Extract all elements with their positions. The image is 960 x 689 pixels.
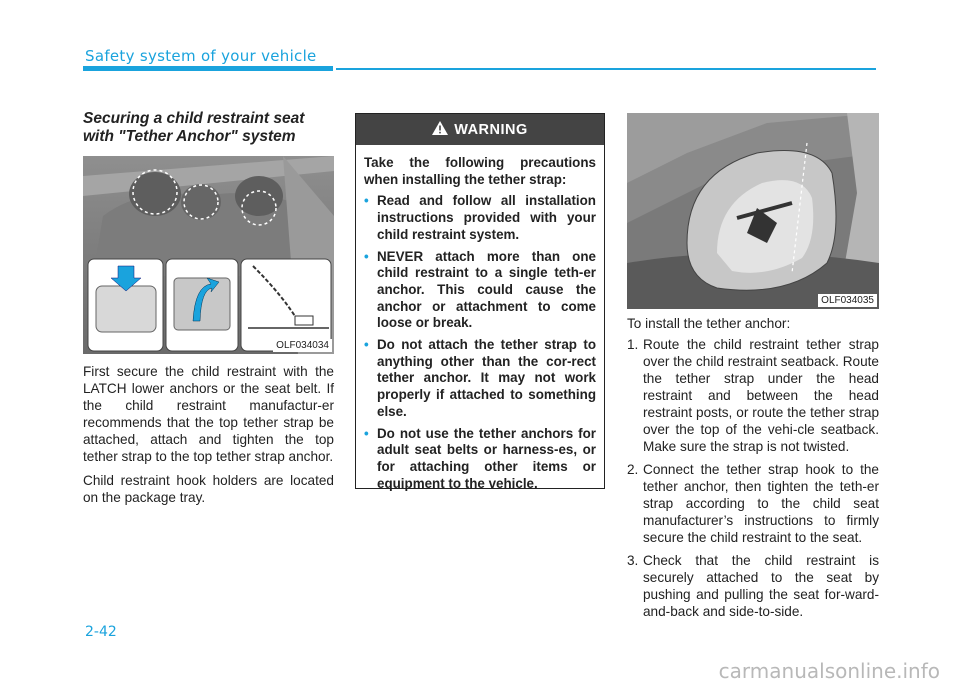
warning-item: • NEVER attach more than one child restraint to a single teth-er anchor. This could cause the anchor or attachment to come loose or break. bbox=[364, 248, 596, 331]
paragraph: Child restraint hook holders are located on the package tray. bbox=[83, 473, 334, 505]
warning-item: • Do not attach the tether strap to anything other than the cor-rect tether anchor. It may not work properly if attached to something else. bbox=[364, 337, 596, 419]
child-seat-illustration bbox=[627, 113, 879, 309]
paragraph: First secure the child restraint with the LATCH lower anchors or the seat belt. If the child restraint manufactur-er recommends that the top tether strap be attached, attach and tighten the top tether strap to the top tether strap anchor. bbox=[83, 364, 334, 464]
header-rule-thin bbox=[336, 68, 876, 70]
bullet-icon: • bbox=[364, 337, 369, 353]
figure-label: OLF034035 bbox=[818, 294, 877, 307]
warning-list bbox=[364, 193, 596, 492]
section-title: Safety system of your vehicle bbox=[85, 47, 317, 65]
bullet-icon: • bbox=[364, 248, 369, 264]
install-intro: To install the tether anchor: bbox=[627, 316, 791, 331]
warning-title: WARNING bbox=[454, 121, 528, 138]
warning-intro: Take the following precautions when installing the tether strap: bbox=[364, 155, 596, 187]
intro-text bbox=[83, 363, 334, 513]
page-number: 2-42 bbox=[85, 624, 117, 640]
warning-header bbox=[356, 114, 604, 145]
warning-item: • Read and follow all installation instructions provided with your child restraint system. bbox=[364, 193, 596, 242]
figure-child-seat bbox=[627, 113, 879, 309]
warning-box bbox=[355, 113, 605, 489]
figure-rear-seat-anchors bbox=[83, 156, 334, 354]
figure-label: OLF034034 bbox=[273, 339, 332, 352]
install-step: 1. Route the child restraint tether strap over the child restraint seatback. Route the tether strap under the head restraint and between the head restraint posts, or route the tether strap over the top of the vehi-cle seatback. Make sure the strap is not twisted. bbox=[627, 337, 879, 454]
header-rule-thick bbox=[83, 66, 333, 71]
bullet-icon: • bbox=[364, 425, 369, 441]
install-step: 2. Connect the tether strap hook to the tether anchor, then tighten the teth-er strap according to the child seat manufacturer’s instructions to firmly secure the child restraint to the seat. bbox=[627, 462, 879, 545]
install-step: 3. Check that the child restraint is securely attached to the seat by pushing and pulling the seat for-ward-and-back and side-to-side. bbox=[627, 553, 879, 619]
warning-triangle-icon bbox=[432, 121, 448, 139]
rear-seat-illustration bbox=[83, 156, 334, 354]
section-heading: Securing a child restraint seat with "Tether Anchor" system bbox=[83, 110, 305, 145]
warning-item: • Do not use the tether anchors for adult seat belts or harness-es, or for attaching other items or equipment to the vehicle. bbox=[364, 425, 596, 491]
watermark: carmanualsonline.info bbox=[718, 659, 940, 683]
install-steps bbox=[627, 336, 879, 620]
bullet-icon: • bbox=[364, 193, 369, 209]
install-text bbox=[627, 315, 879, 626]
